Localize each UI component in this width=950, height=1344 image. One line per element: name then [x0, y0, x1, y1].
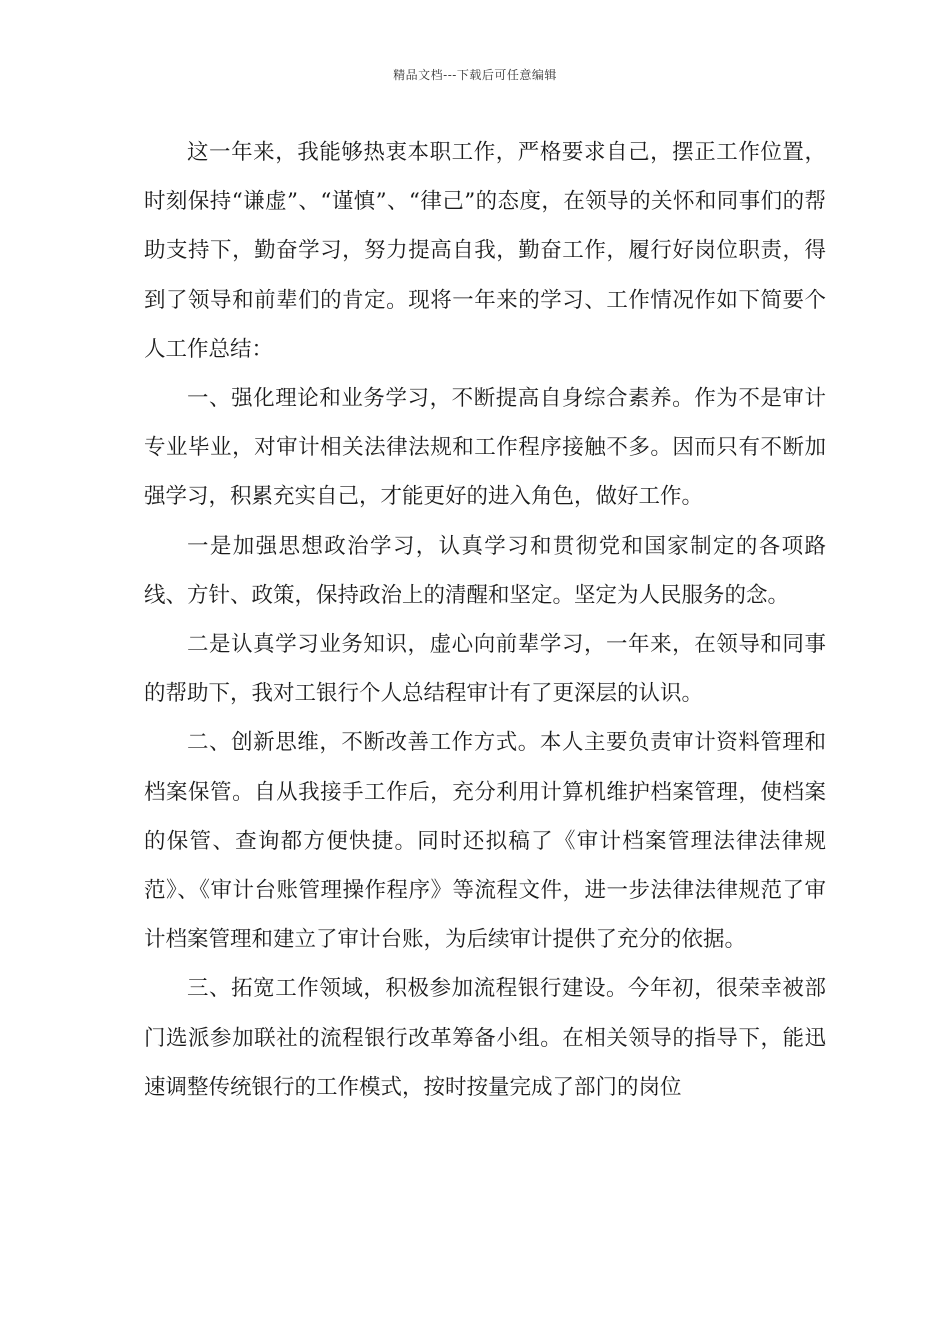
paragraph-section-2: 二、创新思维，不断改善工作方式。本人主要负责审计资料管理和档案保管。自从我接手工作后，充分利用计算机维护档案管理，使档案的保管、查询都方便快捷。同时还拟稿了《审计档案管理法律法律规范》、《审计台账管理操作程序》等流程文件，进一步法律法律规范了审计档案管理和建立了审计台账，为后续审计提供了充分的依据。: [144, 730, 826, 953]
paragraph-section-1: 一、强化理论和业务学习，不断提高自身综合素养。作为不是审计专业毕业，对审计相关法律法规和工作程序接触不多。因而只有不断加强学习，积累充实自己，才能更好的进入角色，做好工作。: [144, 386, 826, 510]
document-body: [144, 128, 826, 1112]
paragraph-point-1: 一是加强思想政治学习，认真学习和贯彻党和国家制定的各项路线、方针、政策，保持政治上的清醒和坚定。坚定为人民服务的念。: [144, 533, 826, 608]
paragraph-section-3: 三、拓宽工作领域，积极参加流程银行建设。今年初，很荣幸被部门选派参加联社的流程银行改革筹备小组。在相关领导的指导下，能迅速调整传统银行的工作模式，按时按量完成了部门的岗位: [144, 976, 826, 1100]
paragraph-intro: 这一年来，我能够热衷本职工作，严格要求自己，摆正工作位置，时刻保持“谦虚”、“谨慎”、“律己”的态度，在领导的关怀和同事们的帮助支持下，勤奋学习，努力提高自我，勤奋工作，履行好岗位职责，得到了领导和前辈们的肯定。现将一年来的学习、工作情况作如下简要个人工作总结：: [144, 140, 826, 362]
paragraph-point-2: 二是认真学习业务知识，虚心向前辈学习，一年来，在领导和同事的帮助下，我对工银行个人总结程审计有了更深层的认识。: [144, 632, 826, 707]
page-header: 精品文档---下载后可任意编辑: [393, 68, 557, 82]
